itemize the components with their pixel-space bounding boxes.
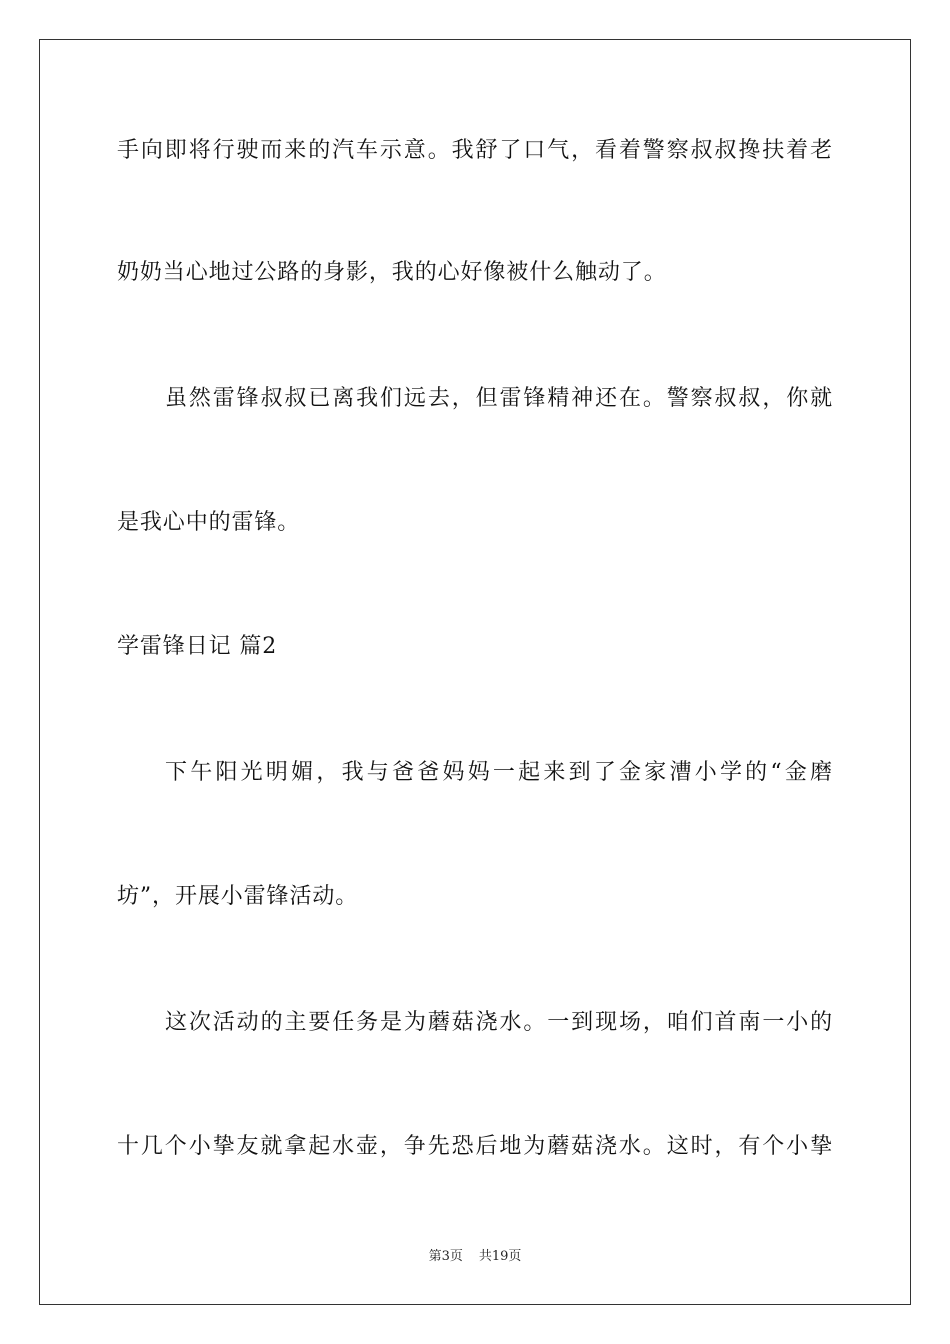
paragraph-line: 十几个小挚友就拿起水壶，争先恐后地为蘑菇浇水。这时，有个小挚: [117, 1134, 833, 1159]
paragraph-line: 奶奶当心地过公路的身影，我的心好像被什么触动了。: [117, 260, 667, 285]
paragraph-line: 这次活动的主要任务是为蘑菇浇水。一到现场，咱们首南一小的: [165, 1010, 833, 1035]
paragraph-line: 是我心中的雷锋。: [117, 510, 301, 535]
paragraph-line: 坊”，开展小雷锋活动。: [117, 884, 359, 909]
page-frame: [39, 39, 911, 1305]
paragraph-line: 虽然雷锋叔叔已离我们远去，但雷锋精神还在。警察叔叔，你就: [165, 386, 833, 411]
paragraph-line: 下午阳光明媚，我与爸爸妈妈一起来到了金家漕小学的“金磨: [165, 760, 833, 785]
page-total: 共19页: [478, 1249, 522, 1264]
paragraph-line: 手向即将行驶而来的汽车示意。我舒了口气，看着警察叔叔搀扶着老: [117, 138, 833, 163]
page-footer: [0, 1248, 950, 1266]
page-number: 第3页: [428, 1249, 463, 1264]
section-heading: 学雷锋日记 篇2: [117, 634, 278, 659]
